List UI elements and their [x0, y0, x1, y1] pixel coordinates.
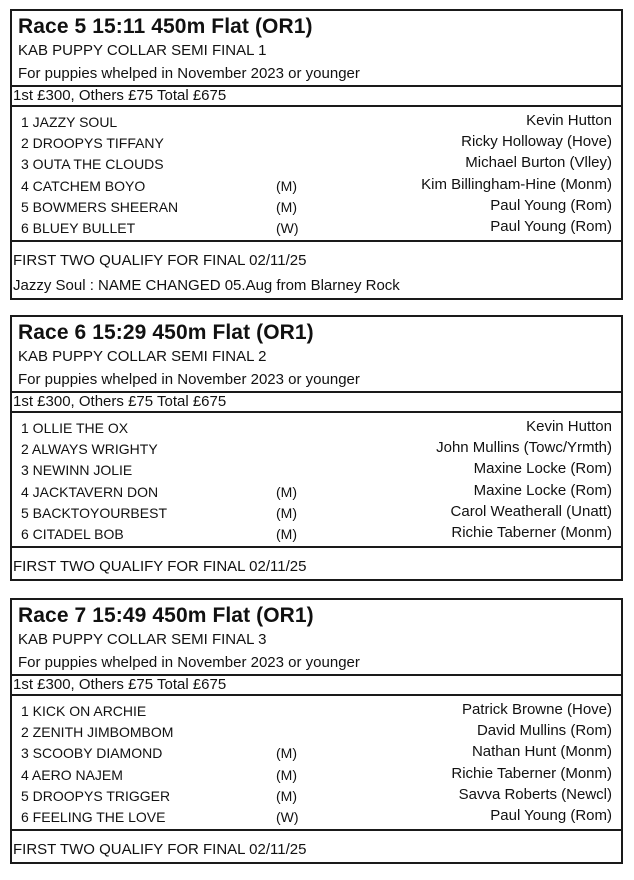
race-header — [12, 11, 621, 85]
runner-trainer: Paul Young (Rom) — [490, 217, 612, 235]
runner-row — [12, 742, 621, 763]
race-card-7 — [10, 598, 623, 864]
runner-name: 5 DROOPYS TRIGGER — [21, 787, 171, 804]
runner-sex: (M) — [276, 766, 297, 783]
race-title: Race 6 15:29 450m Flat (OR1) — [18, 321, 314, 344]
runner-row — [12, 481, 621, 502]
runner-name: 4 JACKTAVERN DON — [21, 483, 159, 500]
runner-name: 1 KICK ON ARCHIE — [21, 703, 147, 719]
runner-name: 6 CITADEL BOB — [21, 525, 124, 542]
race-event: KAB PUPPY COLLAR SEMI FINAL 3 — [18, 631, 267, 648]
runner-trainer: Nathan Hunt (Monm) — [471, 743, 612, 761]
runner-row — [12, 700, 621, 721]
runner-trainer: Richie Taberner (Monm) — [451, 523, 612, 541]
runner-row — [12, 764, 621, 785]
runner-sex: (M) — [276, 177, 297, 194]
runner-sex: (M) — [276, 504, 297, 521]
runner-trainer: Michael Burton (Vlley) — [465, 154, 612, 172]
race-title: Race 7 15:49 450m Flat (OR1) — [18, 604, 314, 627]
runner-sex: (W) — [276, 219, 299, 236]
runner-trainer: Paul Young (Rom) — [490, 806, 612, 824]
runner-row — [12, 523, 621, 544]
runner-name: 3 NEWINN JOLIE — [21, 462, 133, 479]
runner-sex: (M) — [276, 745, 297, 762]
runner-trainer: Richie Taberner (Monm) — [451, 764, 612, 782]
runner-name: 5 BACKTOYOURBEST — [21, 504, 168, 521]
race-note: FIRST TWO QUALIFY FOR FINAL 02/11/25 — [13, 841, 307, 859]
runner-row — [12, 111, 621, 132]
runner-name: 5 BOWMERS SHEERAN — [21, 198, 179, 215]
runner-sex: (M) — [276, 483, 297, 500]
runner-sex: (M) — [276, 198, 297, 215]
runner-name: 2 DROOPYS TIFFANY — [21, 135, 164, 152]
runner-row — [12, 806, 621, 827]
runner-row — [12, 721, 621, 742]
runner-trainer: Ricky Holloway (Hove) — [461, 133, 612, 151]
runner-trainer: Maxine Locke (Rom) — [473, 460, 612, 478]
runner-trainer: Savva Roberts (Newcl) — [458, 785, 612, 803]
runner-row — [12, 785, 621, 806]
race-condition: For puppies whelped in November 2023 or younger — [18, 65, 360, 82]
runner-sex: (W) — [276, 808, 299, 825]
race-card-5 — [10, 9, 623, 300]
race-header — [12, 600, 621, 674]
prize-money: 1st £300, Others £75 Total £675 — [12, 391, 621, 413]
runner-sex: (M) — [276, 525, 297, 542]
runner-trainer: John Mullins (Towc/Yrmth) — [436, 439, 612, 457]
race-notes — [12, 242, 621, 298]
runner-trainer: Kevin Hutton — [526, 418, 612, 435]
runner-row — [12, 196, 621, 217]
race-event: KAB PUPPY COLLAR SEMI FINAL 2 — [18, 348, 267, 365]
race-card-6 — [10, 315, 623, 581]
runner-list — [12, 696, 621, 831]
runner-name: 3 SCOOBY DIAMOND — [21, 745, 163, 762]
race-title: Race 5 15:11 450m Flat (OR1) — [18, 15, 313, 38]
runner-sex: (M) — [276, 787, 297, 804]
runner-row — [12, 502, 621, 523]
runner-row — [12, 153, 621, 174]
runner-name: 4 CATCHEM BOYO — [21, 177, 146, 194]
runner-trainer: Kevin Hutton — [526, 112, 612, 129]
runner-row — [12, 132, 621, 153]
prize-money: 1st £300, Others £75 Total £675 — [12, 674, 621, 696]
race-note: Jazzy Soul : NAME CHANGED 05.Aug from Blarney Rock — [13, 277, 400, 295]
race-note: FIRST TWO QUALIFY FOR FINAL 02/11/25 — [13, 558, 307, 576]
prize-money: 1st £300, Others £75 Total £675 — [12, 85, 621, 107]
runner-row — [12, 217, 621, 238]
race-condition: For puppies whelped in November 2023 or younger — [18, 654, 360, 671]
runner-row — [12, 438, 621, 459]
runner-trainer: Patrick Browne (Hove) — [461, 701, 612, 718]
race-notes — [12, 831, 621, 862]
runner-trainer: David Mullins (Rom) — [476, 722, 612, 740]
race-header — [12, 317, 621, 391]
runner-name: 1 JAZZY SOUL — [21, 114, 118, 130]
runner-name: 3 OUTA THE CLOUDS — [21, 156, 164, 173]
runner-list — [12, 413, 621, 548]
runner-trainer: Carol Weatherall (Unatt) — [450, 502, 612, 520]
runner-name: 4 AERO NAJEM — [21, 766, 123, 783]
runner-name: 1 OLLIE THE OX — [21, 420, 129, 436]
runner-list — [12, 107, 621, 242]
race-notes — [12, 548, 621, 579]
runner-row — [12, 175, 621, 196]
runner-row — [12, 459, 621, 480]
runner-trainer: Maxine Locke (Rom) — [473, 481, 612, 499]
runner-name: 2 ALWAYS WRIGHTY — [21, 441, 158, 458]
runner-trainer: Paul Young (Rom) — [490, 196, 612, 214]
runner-trainer: Kim Billingham-Hine (Monm) — [421, 175, 612, 193]
runner-row — [12, 417, 621, 438]
race-condition: For puppies whelped in November 2023 or younger — [18, 371, 360, 388]
runner-name: 6 FEELING THE LOVE — [21, 808, 166, 825]
race-note: FIRST TWO QUALIFY FOR FINAL 02/11/25 — [13, 252, 307, 270]
race-event: KAB PUPPY COLLAR SEMI FINAL 1 — [18, 42, 267, 59]
runner-name: 2 ZENITH JIMBOMBOM — [21, 724, 174, 741]
runner-name: 6 BLUEY BULLET — [21, 219, 136, 236]
